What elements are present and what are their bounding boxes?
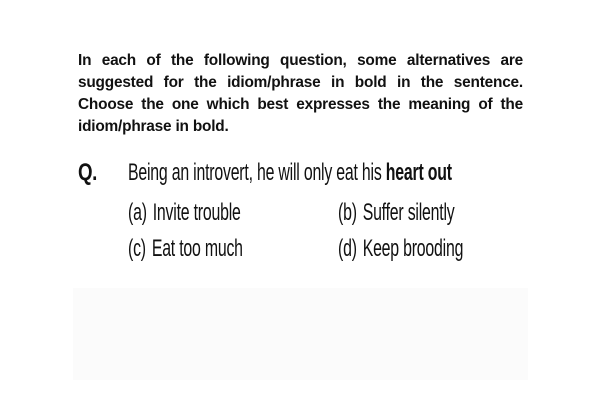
option-c-key: (c) (128, 235, 146, 262)
option-b-key: (b) (338, 199, 357, 226)
option-b[interactable] (338, 198, 455, 228)
option-a[interactable] (128, 198, 241, 228)
blank-panel (73, 288, 528, 380)
option-b-text: Suffer silently (362, 199, 455, 226)
option-d-key: (d) (338, 235, 357, 262)
option-d-text: Keep brooding (362, 235, 464, 262)
question-idiom: heart out (385, 159, 452, 186)
instructions-text: In each of the following question, some alternatives are suggested for the idiom/phrase in bold in the sentence. Choose the one which best expresses the meaning of the idiom/phrase in bold. (78, 52, 523, 135)
option-d[interactable] (338, 234, 463, 264)
option-a-key: (a) (128, 199, 147, 226)
question-label: Q. (78, 159, 97, 186)
option-c-text: Eat too much (151, 235, 243, 262)
question (78, 158, 548, 194)
question-stem-text: Being an introvert, he will only eat his (128, 159, 386, 186)
question-stem (128, 158, 452, 188)
option-c[interactable] (128, 234, 243, 264)
option-a-text: Invite trouble (152, 199, 241, 226)
